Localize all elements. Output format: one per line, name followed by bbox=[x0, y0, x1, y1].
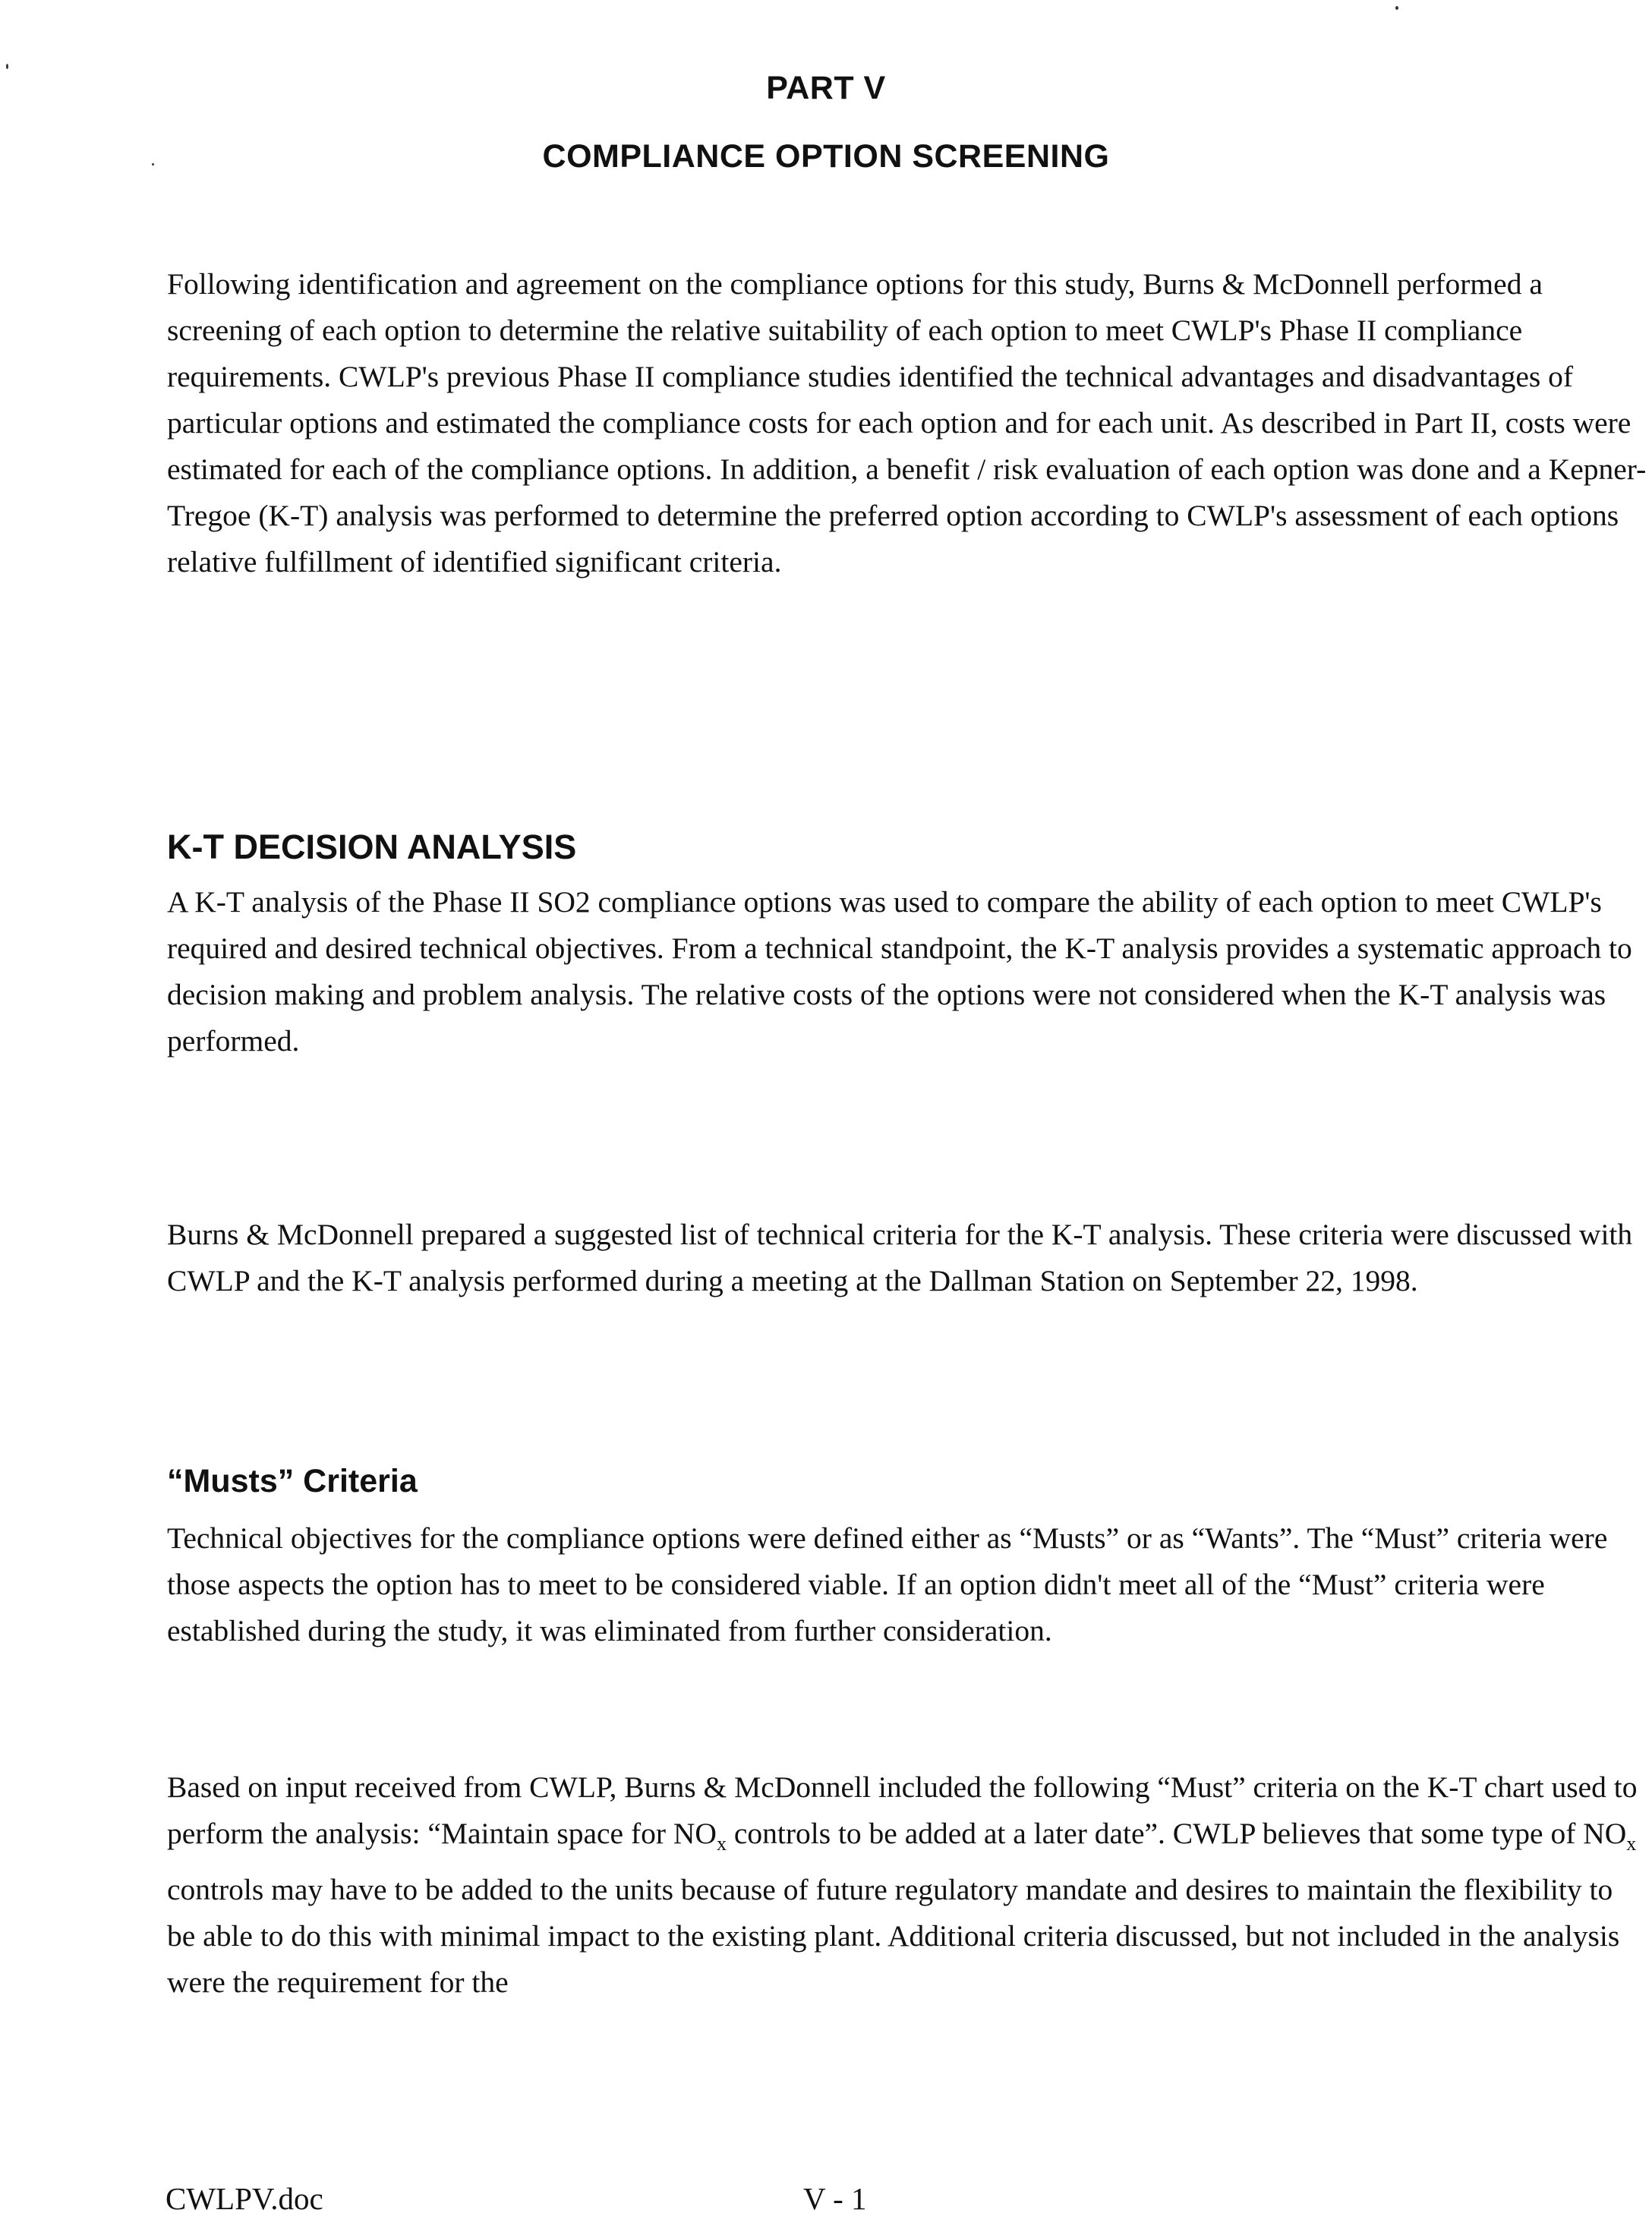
musts-paragraph-2 bbox=[167, 1764, 1647, 2006]
musts-paragraph-1 bbox=[167, 1515, 1647, 1654]
scan-speck bbox=[6, 64, 8, 69]
kt-heading: K-T DECISION ANALYSIS bbox=[167, 827, 577, 866]
musts-text-1: Technical objectives for the compliance options were defined either as “Musts” or as “Wants”. The “Must” criteria were those aspects the option has to meet to be considered viable. If an option didn't meet all of the “Must” criteria were established during the study, it was eliminated from further consideration. bbox=[167, 1521, 1608, 1647]
part-title: PART V bbox=[766, 70, 886, 106]
kt-paragraph-1 bbox=[167, 879, 1647, 1064]
intro-paragraph bbox=[167, 261, 1647, 585]
kt-paragraph-2 bbox=[167, 1212, 1647, 1304]
footer-page-number: V - 1 bbox=[803, 2181, 867, 2216]
footer-filename: CWLPV.doc bbox=[166, 2181, 323, 2216]
intro-text: Following identification and agreement on the compliance options for this study, Burns & McDonnell performed a screening of each option to determine the relative suitability of each option to meet CWLP's Phase II compliance requirements. CWLP's previous Phase II compliance studies identified the technical advantages and disadvantages of particular options and estimated the compliance costs for each option and for each unit. As described in Part II, costs were estimated for each of the compliance options. In addition, a benefit / risk evaluation of each option was done and a Kepner-Tregoe (K-T) analysis was performed to determine the preferred option according to CWLP's assessment of each options relative fulfillment of identified significant criteria. bbox=[167, 267, 1647, 578]
musts-heading: “Musts” Criteria bbox=[167, 1463, 418, 1499]
subscript-x: x bbox=[1626, 1832, 1637, 1855]
kt-text-2: Burns & McDonnell prepared a suggested list of technical criteria for the K-T analysis. These criteria were discussed with CWLP and the K-T analysis performed during a meeting at the Dallman Station on September 22, 1998. bbox=[167, 1218, 1633, 1297]
musts-text-2: Based on input received from CWLP, Burns & McDonnell included the following “Must” criteria on the K-T chart used to perform the analysis: “Maintain space for $NO_x$ controls to be added at a later date”. CWLP believes that some type of $NO_x$ controls may have to be added to the units because of future regulatory mandate and desires to maintain the flexibility to be able to do this with minimal impact to the existing plant. Additional criteria discussed, but not included in the analysis were the requirement for the bbox=[167, 1770, 1638, 1999]
scan-speck bbox=[1395, 6, 1398, 10]
kt-text-1: A K-T analysis of the Phase II SO2 compliance options was used to compare the ability of each option to meet CWLP's required and desired technical objectives. From a technical standpoint, the K-T analysis provides a systematic approach to decision making and problem analysis. The relative costs of the options were not considered when the K-T analysis was performed. bbox=[167, 885, 1632, 1058]
subscript-x: x bbox=[716, 1832, 727, 1855]
section-title: COMPLIANCE OPTION SCREENING bbox=[542, 138, 1110, 175]
